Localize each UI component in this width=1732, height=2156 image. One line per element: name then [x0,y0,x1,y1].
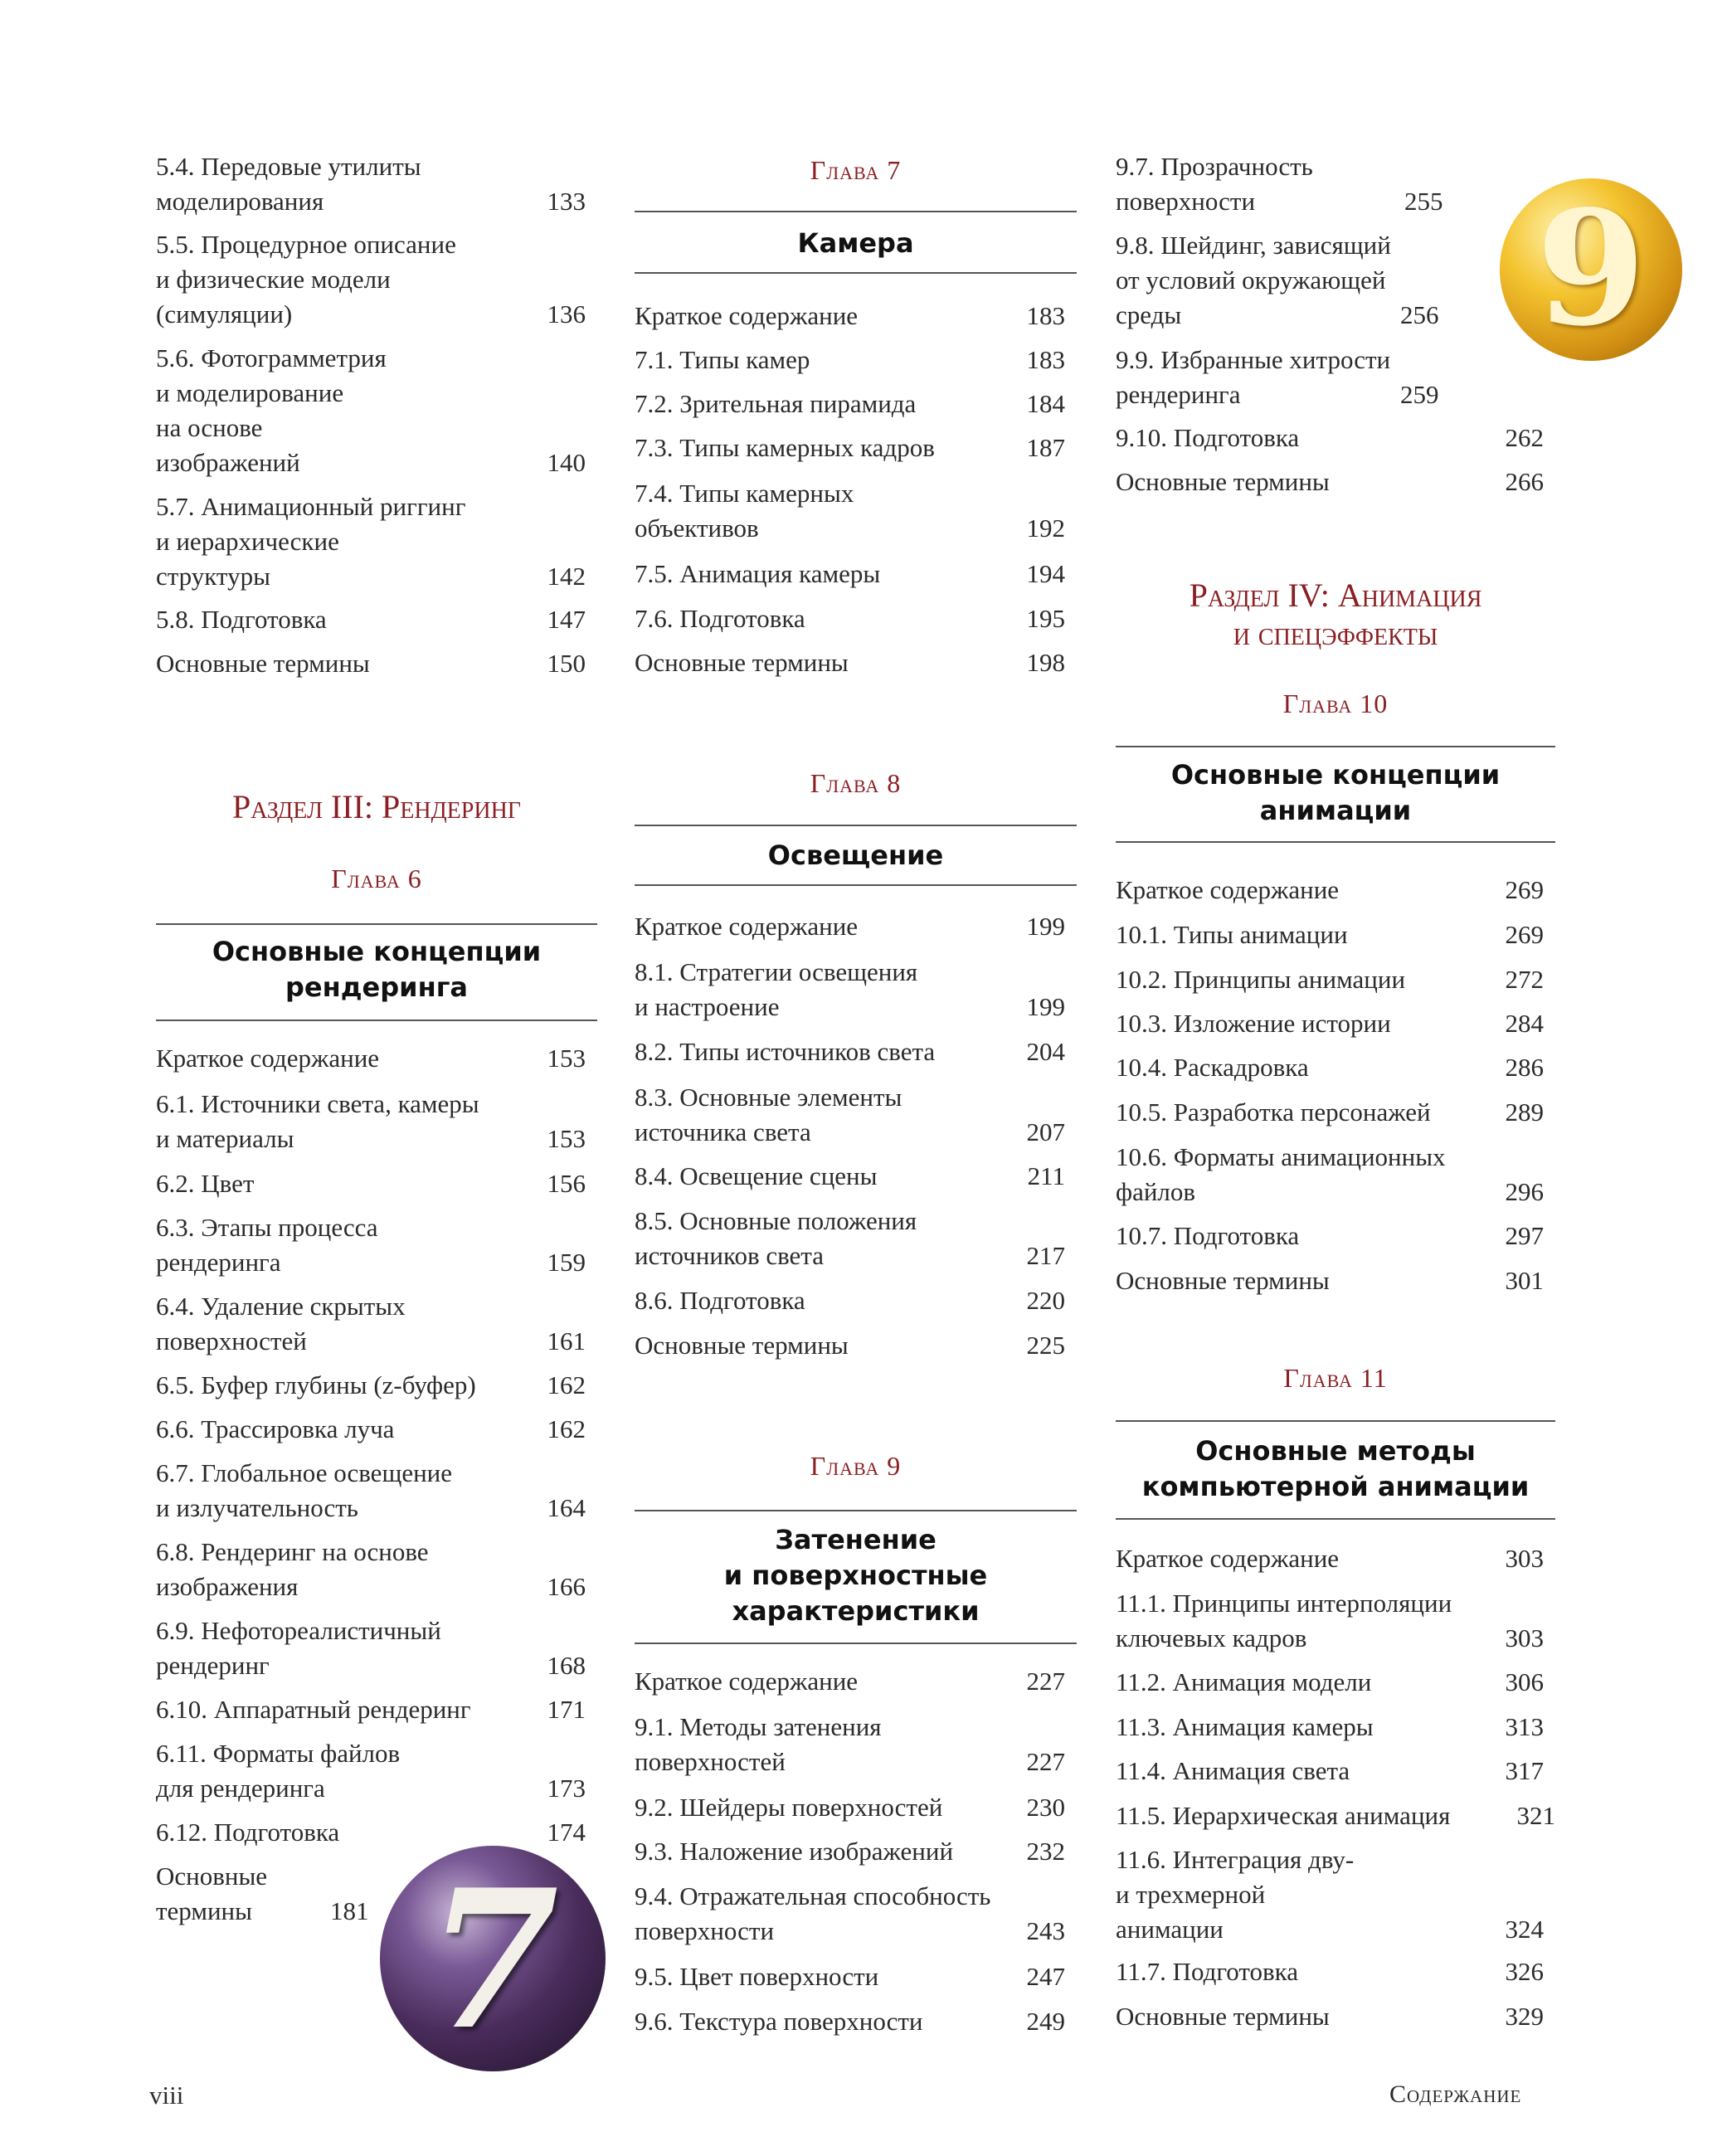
page-number: 227 [1026,1667,1065,1696]
page-number: 269 [1505,920,1544,949]
page-number: 232 [1026,1837,1065,1866]
toc-entry: 11.2. Анимация модели 306 [1116,1665,1555,1700]
page-number: 262 [1505,423,1544,452]
chapter-label: Глава 11 [1283,1363,1388,1393]
toc-entry: 6.1. Источники света, камеры и материалы 153 [156,1087,597,1156]
page-number: 225 [1026,1331,1065,1360]
page-number: 247 [1026,1962,1065,1991]
page-number: 313 [1505,1712,1544,1741]
toc-entry: Основные термины 150 [156,646,597,681]
toc-entry: 8.2. Типы источников света 204 [635,1034,1077,1069]
toc-entry: 9.4. Отражательная способность поверхности 243 [635,1879,1077,1949]
toc-entry: Краткое содержание 153 [156,1041,597,1076]
chapter-7-sphere-icon: 7 [380,1846,606,2071]
chapter-title: Основные концепции анимации [1170,759,1501,826]
divider [635,211,1077,212]
toc-entry: 8.4. Освещение сцены 211 [635,1159,1077,1194]
divider [156,1020,597,1021]
chapter-title: Затенение и поверхностные характеристики [723,1524,988,1627]
toc-entry: 9.5. Цвет поверхности 247 [635,1959,1077,1994]
toc-entry: 7.5. Анимация камеры 194 [635,557,1077,591]
page-number: 207 [1026,1117,1065,1146]
divider [635,272,1077,274]
toc-entry: 7.3. Типы камерных кадров 187 [635,431,1077,465]
toc-entry: 8.1. Стратегии освещения и настроение 199 [635,955,1077,1024]
page-number: 161 [547,1326,586,1355]
page-number: 259 [1400,380,1439,409]
page-number: 162 [547,1414,586,1443]
page-number: 227 [1026,1747,1065,1776]
chapter-label: Глава 8 [810,768,902,798]
divider [1116,746,1555,747]
page-number: 255 [1404,187,1443,216]
chapter-title: Основные концепции рендеринга [212,936,542,1003]
page-number: 296 [1505,1177,1544,1206]
divider [635,884,1077,886]
toc-entry: Краткое содержание 227 [635,1664,1077,1699]
toc-entry: 6.3. Этапы процесса рендеринга 159 [156,1210,597,1280]
toc-entry: 10.7. Подготовка 297 [1116,1219,1555,1253]
toc-entry: 11.4. Анимация света 317 [1116,1754,1555,1789]
page-number: 303 [1505,1544,1544,1573]
page-number: 256 [1400,300,1439,329]
page-number: 183 [1026,301,1065,330]
chapter-label: Глава 9 [810,1451,902,1481]
toc-entry: 9.10. Подготовка 262 [1116,421,1555,455]
page-number: 194 [1026,559,1065,588]
page-number: 150 [547,649,586,678]
page-number: 168 [547,1651,586,1680]
toc-entry: 6.4. Удаление скрытых поверхностей 161 [156,1289,597,1359]
page-number: 153 [547,1044,586,1073]
page-number: 147 [547,605,586,634]
toc-entry: 9.2. Шейдеры поверхностей 230 [635,1790,1077,1825]
page-number: 329 [1505,2002,1544,2031]
toc-entry: 6.7. Глобальное освещение и излучательность 164 [156,1456,597,1526]
toc-entry: 6.6. Трассировка луча 162 [156,1412,597,1447]
page-number: 220 [1026,1286,1065,1315]
page-number: 321 [1516,1801,1555,1830]
page-number: 301 [1505,1266,1544,1295]
page-number: 199 [1026,912,1065,941]
section-heading: Раздел III: Рендеринг [232,788,521,825]
chapter-title: Камера [797,227,914,259]
divider [635,1510,1077,1511]
divider [635,1643,1077,1644]
divider [1116,1420,1555,1422]
toc-entry: 5.5. Процедурное описание и физические модели (симуляции) 136 [156,227,597,332]
page-number: 156 [547,1169,586,1198]
toc-entry: 6.9. Нефотореалистичный рендеринг 168 [156,1613,597,1683]
page-number: 153 [547,1124,586,1153]
toc-entry: Основные термины 181 [156,1859,597,1929]
chapter-title: Основные методы компьютерной анимации [1141,1435,1530,1502]
toc-entry: 6.10. Аппаратный рендеринг 171 [156,1692,597,1727]
chapter-label: Глава 6 [331,864,422,893]
divider [635,825,1077,826]
toc-entry: 7.2. Зрительная пирамида 184 [635,387,1077,421]
page-number: 140 [547,448,586,477]
page-number: 297 [1505,1221,1544,1250]
page-number: 133 [547,187,586,216]
toc-entry: 9.7. Прозрачность поверхности 255 [1116,149,1555,219]
toc-entry: Основные термины 225 [635,1328,1077,1363]
toc-entry: 6.5. Буфер глубины (z-буфер) 162 [156,1368,597,1403]
toc-entry: 6.2. Цвет 156 [156,1166,597,1201]
page-number: 289 [1505,1097,1544,1127]
page-number: 174 [547,1818,586,1847]
toc-entry: Краткое содержание 199 [635,909,1077,944]
toc-entry: 8.6. Подготовка 220 [635,1283,1077,1318]
toc-entry: Краткое содержание 303 [1116,1541,1555,1576]
toc-entry: 10.5. Разработка персонажей 289 [1116,1095,1555,1130]
toc-entry: Краткое содержание 269 [1116,873,1555,908]
section-heading: Раздел IV: Анимация и спецэффекты [1189,577,1482,652]
page-number: 192 [1026,513,1065,543]
page-number: 286 [1505,1053,1544,1082]
page-number: 217 [1026,1241,1065,1270]
toc-entry: 9.6. Текстура поверхности 249 [635,2004,1077,2039]
toc-entry: 5.7. Анимационный риггинг и иерархические структуры 142 [156,489,597,594]
toc-entry: 9.8. Шейдинг, зависящий от условий окружающей среды 256 [1116,228,1555,333]
page-number: 181 [330,1896,369,1925]
page-number: 195 [1026,604,1065,633]
toc-entry: 5.8. Подготовка 147 [156,602,597,637]
toc-entry: 6.8. Рендеринг на основе изображения 166 [156,1535,597,1604]
toc-entry: Основные термины 198 [635,645,1077,680]
page-number: 162 [547,1370,586,1399]
running-footer: Содержание [1389,2081,1522,2108]
toc-entry: 10.1. Типы анимации 269 [1116,917,1555,952]
page-number: 266 [1505,467,1544,496]
page-number: 159 [547,1248,586,1277]
page-number: 284 [1505,1009,1544,1038]
toc-entry: 9.9. Избранные хитрости рендеринга 259 [1116,343,1555,412]
page-number: 198 [1026,648,1065,677]
page-number: 166 [547,1572,586,1601]
toc-entry: 11.7. Подготовка 326 [1116,1954,1555,1989]
page-number: 136 [547,299,586,329]
page-number: 211 [1027,1161,1065,1190]
divider [156,923,597,925]
divider [1116,841,1555,843]
page-number: 199 [1026,992,1065,1021]
page-number: 230 [1026,1793,1065,1822]
page-number: 173 [547,1774,586,1803]
page-number: 164 [547,1493,586,1522]
toc-entry: 8.3. Основные элементы источника света 207 [635,1080,1077,1150]
toc-entry: Основные термины 329 [1116,1999,1555,2034]
page-number: 243 [1026,1916,1065,1945]
toc-entry: 5.4. Передовые утилиты моделирования 133 [156,149,597,219]
toc-entry: 9.1. Методы затенения поверхностей 227 [635,1710,1077,1779]
chapter-label: Глава 7 [810,155,902,185]
toc-entry: 11.6. Интеграция дву- и трехмерной анимации 324 [1116,1842,1555,1947]
toc-entry: 5.6. Фотограмметрия и моделирование на основе изображений 140 [156,341,597,480]
toc-entry: 10.6. Форматы анимационных файлов 296 [1116,1140,1555,1209]
chapter-9-sphere-icon: 9 [1500,178,1682,361]
toc-entry: 6.12. Подготовка 174 [156,1815,597,1850]
page-number: 183 [1026,345,1065,374]
toc-entry: 9.3. Наложение изображений 232 [635,1834,1077,1869]
toc-entry: 11.3. Анимация камеры 313 [1116,1710,1555,1745]
toc-entry: 7.4. Типы камерных объективов 192 [635,476,1077,546]
page-number: 187 [1026,433,1065,462]
divider [1116,1518,1555,1520]
page-number-footer: viii [149,2081,184,2110]
page-number: 204 [1026,1037,1065,1066]
page-number: 272 [1505,965,1544,994]
toc-entry: Основные термины 266 [1116,465,1555,499]
chapter-label: Глава 10 [1282,689,1389,718]
page-number: 269 [1505,875,1544,904]
toc-entry: 11.5. Иерархическая анимация 321 [1116,1798,1555,1833]
page-number: 317 [1505,1756,1544,1785]
toc-entry: 7.1. Типы камер 183 [635,343,1077,377]
page-number: 249 [1026,2007,1065,2036]
chapter-title: Освещение [767,840,944,871]
toc-entry: 10.3. Изложение истории 284 [1116,1006,1555,1041]
page-number: 171 [547,1695,586,1724]
toc-entry: 10.2. Принципы анимации 272 [1116,962,1555,997]
page-number: 324 [1505,1915,1544,1944]
toc-entry: 6.11. Форматы файлов для рендеринга 173 [156,1736,597,1806]
page-number: 306 [1505,1667,1544,1696]
toc-entry: Основные термины 301 [1116,1263,1555,1298]
toc-entry: 7.6. Подготовка 195 [635,601,1077,636]
toc-entry: 10.4. Раскадровка 286 [1116,1050,1555,1085]
toc-entry: Краткое содержание 183 [635,299,1077,333]
page-number: 303 [1505,1623,1544,1652]
toc-entry: 11.1. Принципы интерполяции ключевых кадров 303 [1116,1586,1555,1656]
toc-entry: 8.5. Основные положения источников света 217 [635,1204,1077,1273]
page-number: 184 [1026,389,1065,418]
page-number: 326 [1505,1957,1544,1986]
page-number: 142 [547,562,586,591]
